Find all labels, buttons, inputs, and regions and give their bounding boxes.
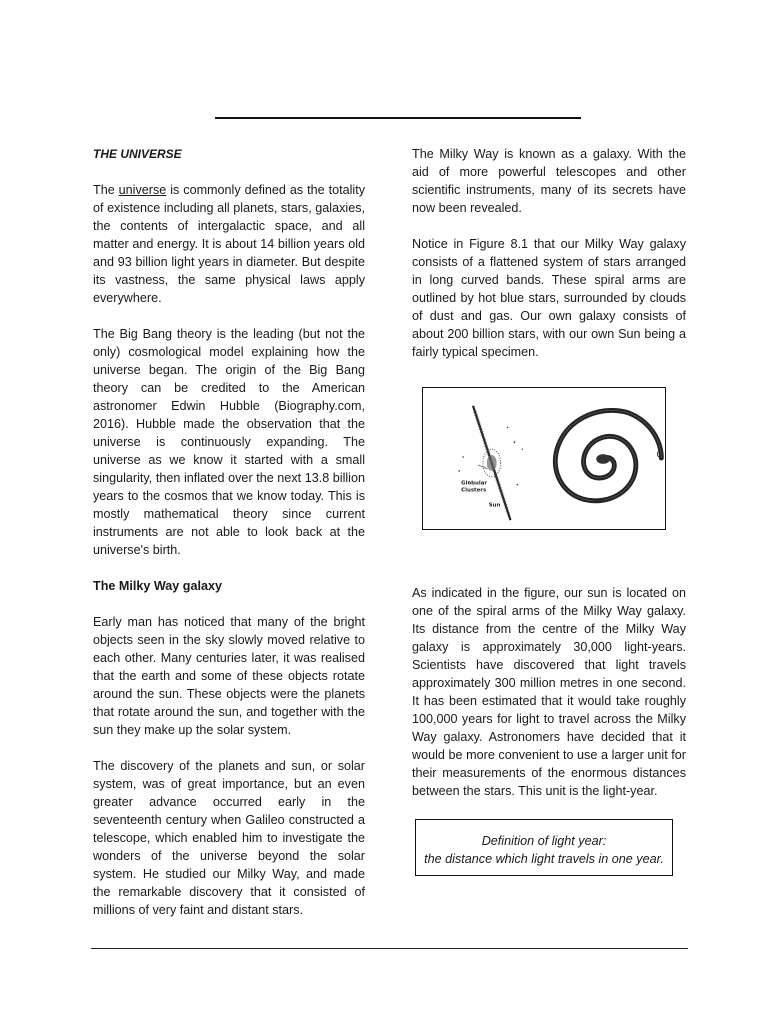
paragraph-early-man: Early man has noticed that many of the bright objects seen in the sky slowly moved relative to each other. Many centuries later, it was realised that the earth and some of these objects rotate around the sun. These objects were the planets that rotate around the sun, and together with the sun they make up the solar system.	[93, 615, 365, 737]
left-column	[93, 145, 365, 919]
heading-the-universe: THE UNIVERSE	[93, 147, 182, 161]
paragraph-figure-notice: Notice in Figure 8.1 that our Milky Way galaxy consists of a flattened system of stars arranged in long curved bands. These spiral arms are outlined by hot blue stars, surrounded by clouds of dust and gas. Our own galaxy consists of about 200 billion stars, with our own Sun being a fairly typical specimen.	[412, 237, 686, 359]
label-sun-edge: Sun	[488, 502, 501, 509]
figure-milky-way-diagram	[422, 387, 666, 530]
label-globular: Globular	[461, 480, 488, 487]
universe-link[interactable]: universe	[118, 183, 167, 197]
galaxy-illustration	[423, 388, 665, 529]
heading-milky-way-galaxy: The Milky Way galaxy	[93, 579, 223, 593]
spiral-galaxy	[555, 410, 661, 504]
paragraph-big-bang: The Big Bang theory is the leading (but not the only) cosmological model explaining how the universe began. The origin of the Big Bang theory can be credited to the American astronomer Edwin Hubble (Biography.com, 2016). Hubble made the observation that the universe is continuously expanding. The universe as we know it started with a small singularity, then inflated over the next 13.8 billion years to the cosmos that we know today. This is mostly mathematical theory since current instruments are not able to look back at the universe's birth.	[93, 327, 365, 557]
label-clusters: Clusters	[461, 487, 487, 494]
edge-on-galaxy	[458, 406, 523, 520]
paragraph-galileo: The discovery of the planets and sun, or solar system, was of great importance, but an even greater advance occurred early in the seventeenth century when Galileo constructed a telescope, which enabled him to investigate the wonders of the universe beyond the solar system. He studied our Milky Way, and made the remarkable discovery that it consisted of millions of very faint and distant stars.	[93, 759, 365, 917]
bottom-rule	[91, 948, 688, 949]
paragraph-sun-location: As indicated in the figure, our sun is located on one of the spiral arms of the Milky Way galaxy. Its distance from the centre of the Milky Way galaxy is approximately 30,000 light-years. Scientists have discovered that light travels approximately 300 million metres in one second. It has been estimated that it would take roughly 100,000 years for light to travel across the Milky Way galaxy. Astronomers have decided that it would be more convenient to use a larger unit for their measurements of the enormous distances between the stars. This unit is the light-year.	[412, 586, 686, 798]
paragraph-milky-way-galaxy: The Milky Way is known as a galaxy. With the aid of more powerful telescopes and other scientific instruments, many of its secrets have now been revealed.	[412, 147, 686, 215]
paragraph-universe-definition: The universe is commonly defined as the totality of existence including all planets, stars, galaxies, the contents of intergalactic space, and all matter and energy. It is about 14 billion years old and 93 billion light years in diameter. But despite its vastness, the same physical laws apply everywhere.	[93, 183, 365, 305]
definition-box	[415, 819, 673, 876]
definition-text: the distance which light travels in one year.	[424, 852, 664, 866]
right-column-lower	[412, 584, 686, 800]
label-sun-spiral: Sun	[592, 498, 604, 505]
definition-title: Definition of light year:	[481, 834, 607, 848]
right-column	[412, 145, 686, 361]
top-rule	[215, 117, 581, 119]
